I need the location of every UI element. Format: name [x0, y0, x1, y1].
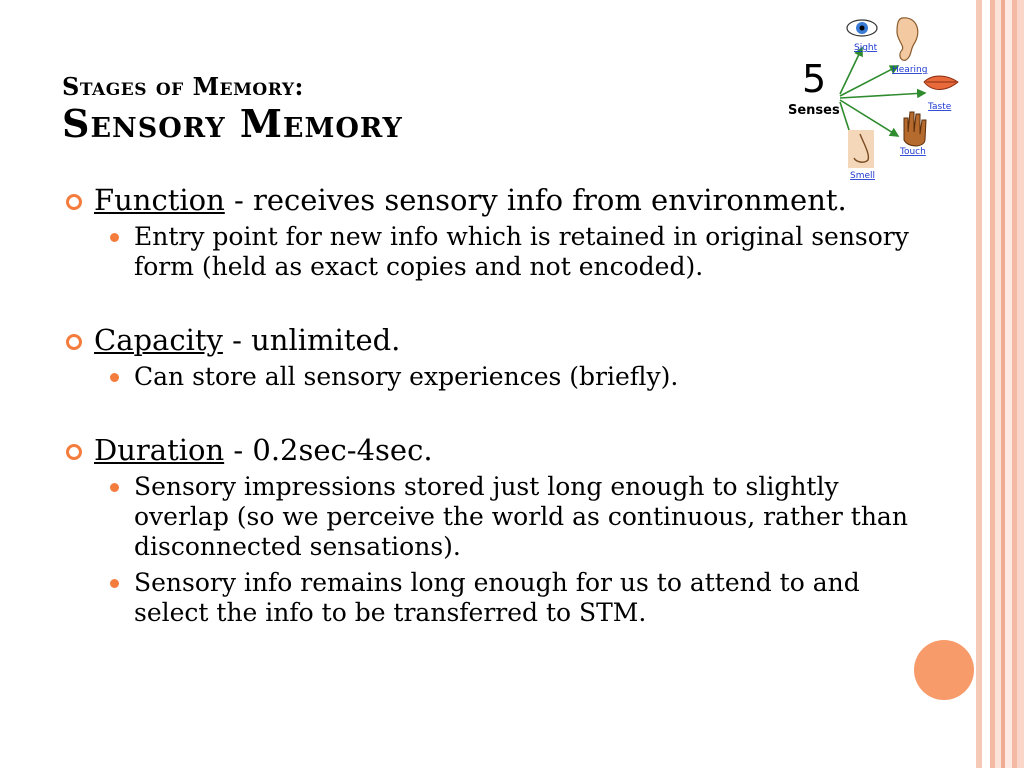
- sub-point-text: Sensory impressions stored just long enough to slightly overlap (so we perceive the world as continuous, rather than disconnected sensations).: [134, 472, 908, 561]
- sense-label-sight: Sight: [854, 43, 878, 53]
- sense-label-taste: Taste: [928, 102, 952, 112]
- dot-bullet-icon: [110, 579, 119, 588]
- ring-bullet-icon: [66, 444, 82, 460]
- nose-icon: [848, 130, 874, 168]
- term-duration: Duration: [94, 433, 225, 467]
- sub-point: [94, 222, 916, 282]
- decorative-circle: [914, 640, 974, 700]
- title-line-2: Sensory Memory: [62, 101, 403, 146]
- mouth-icon: [924, 76, 958, 90]
- dot-bullet-icon: [110, 483, 119, 492]
- dot-bullet-icon: [110, 233, 119, 242]
- ring-bullet-icon: [66, 334, 82, 350]
- sub-point: [94, 472, 916, 562]
- five-senses-graphic: [780, 10, 960, 185]
- point-function: [66, 180, 916, 282]
- title-line-1: Stages of Memory:: [62, 72, 304, 101]
- sense-label-touch: Touch: [900, 147, 926, 157]
- point-function-text: - receives sensory info from environment.: [224, 183, 847, 217]
- dot-bullet-icon: [110, 373, 119, 382]
- sub-point: [94, 362, 916, 392]
- sub-point-text: Sensory info remains long enough for us to attend to and select the info to be transferred to STM.: [134, 568, 860, 627]
- eye-icon: [847, 20, 877, 36]
- senses-label: Senses: [788, 103, 840, 118]
- sense-label-smell: Smell: [850, 171, 876, 181]
- point-duration-text: - 0.2sec-4sec.: [224, 433, 433, 467]
- sub-point-text: Can store all sensory experiences (briefly).: [134, 362, 679, 391]
- sub-point: [94, 568, 916, 628]
- term-function: Function: [94, 183, 225, 217]
- point-duration: [66, 430, 916, 628]
- senses-number: 5: [802, 57, 827, 101]
- hand-icon: [904, 112, 926, 146]
- arrow-taste: [840, 93, 925, 98]
- decorative-border: [976, 0, 1024, 768]
- term-capacity: Capacity: [94, 323, 223, 357]
- ring-bullet-icon: [66, 194, 82, 210]
- point-capacity: [66, 320, 916, 392]
- ear-icon: [897, 18, 918, 60]
- arrow-hearing: [840, 66, 898, 96]
- sub-point-text: Entry point for new info which is retained in original sensory form (held as exact copies and not encoded).: [134, 222, 909, 281]
- slide-title: [62, 72, 403, 146]
- sense-label-hearing: Hearing: [892, 65, 928, 75]
- point-capacity-text: - unlimited.: [222, 323, 401, 357]
- slide-content: [66, 180, 916, 628]
